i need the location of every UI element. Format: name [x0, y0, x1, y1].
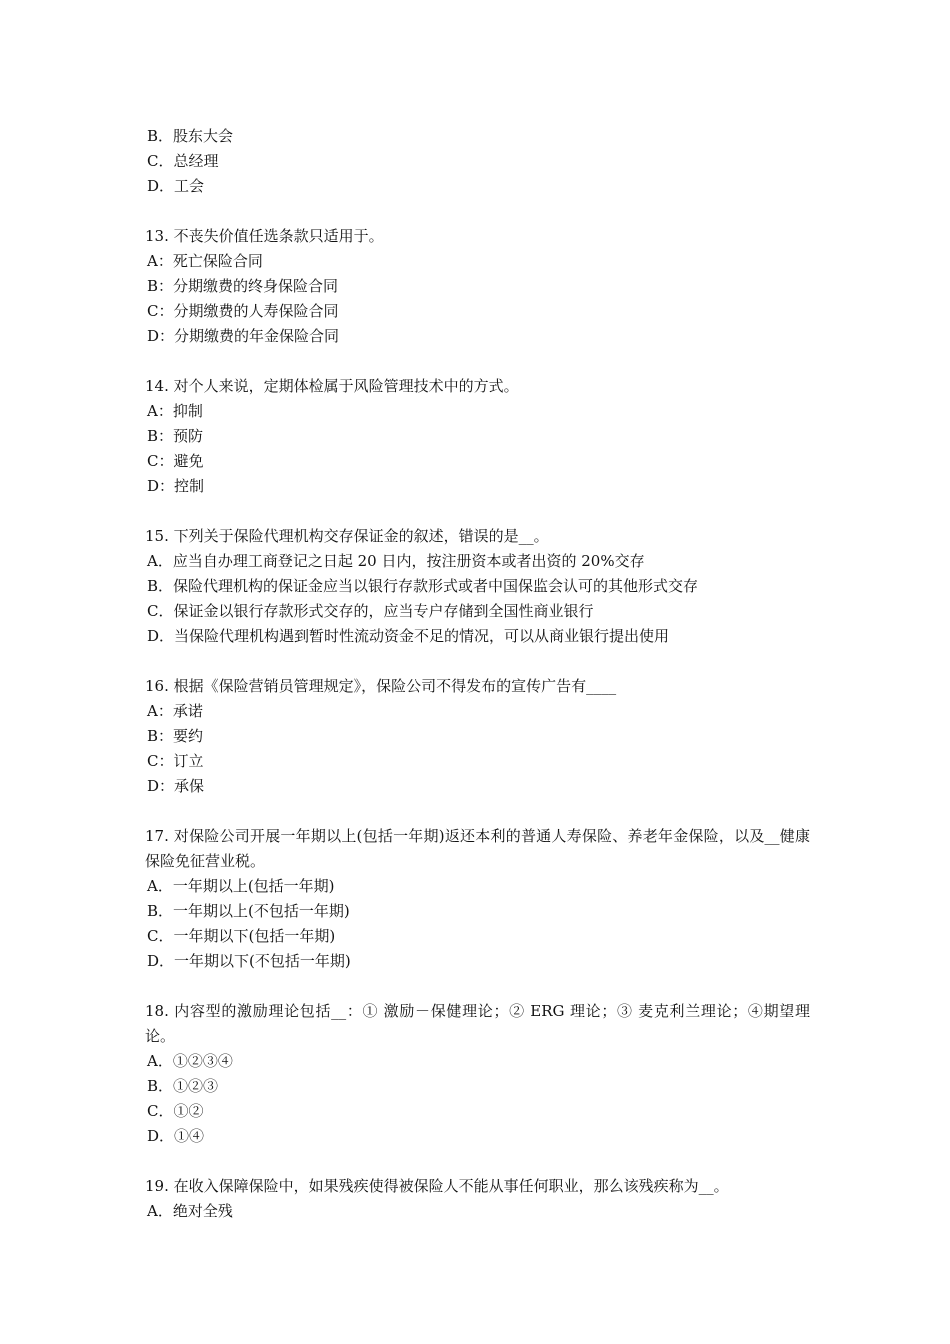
document-content	[145, 124, 810, 1224]
question-13	[145, 224, 810, 349]
option: B．保险代理机构的保证金应当以银行存款形式或者中国保监会认可的其他形式交存	[147, 577, 699, 595]
option: C：分期缴费的人寿保险合同	[147, 302, 339, 320]
question-16	[145, 674, 810, 799]
option: C．①②	[147, 1102, 204, 1120]
question-stem: 15. 下列关于保险代理机构交存保证金的叙述，错误的是__。	[145, 527, 549, 545]
option: A．一年期以上(包括一年期)	[147, 877, 335, 895]
question-stem: 19. 在收入保障保险中，如果残疾使得被保险人不能从事任何职业，那么该残疾称为__。	[145, 1177, 729, 1195]
question-stem: 14. 对个人来说，定期体检属于风险管理技术中的方式。	[145, 377, 519, 395]
question-stem: 18. 内容型的激励理论包括__：① 激励－保健理论；② ERG 理论；③ 麦克利兰理论；④期望理论。	[145, 1002, 810, 1045]
fragment-options	[145, 124, 810, 199]
option: D．一年期以下(不包括一年期)	[147, 952, 351, 970]
option: A：承诺	[147, 702, 203, 720]
option: D：分期缴费的年金保险合同	[147, 327, 340, 345]
option: D：控制	[147, 477, 205, 495]
option: C．保证金以银行存款形式交存的，应当专户存储到全国性商业银行	[147, 602, 594, 620]
question-stem: 17. 对保险公司开展一年期以上(包括一年期)返还本利的普通人寿保险、养老年金保险，以及__健康保险免征营业税。	[145, 827, 810, 870]
option: B：分期缴费的终身保险合同	[147, 277, 339, 295]
question-19	[145, 1174, 810, 1224]
question-15	[145, 524, 810, 649]
option: C．总经理	[147, 152, 219, 170]
question-18	[145, 999, 810, 1149]
option: B．一年期以上(不包括一年期)	[147, 902, 350, 920]
option: A：抑制	[147, 402, 203, 420]
question-14	[145, 374, 810, 499]
option: B：要约	[147, 727, 204, 745]
option: A：死亡保险合同	[147, 252, 263, 270]
option: D．①④	[147, 1127, 205, 1145]
question-stem: 13. 不丧失价值任选条款只适用于。	[145, 227, 384, 245]
question-17	[145, 824, 810, 974]
option: D．工会	[147, 177, 205, 195]
option: A．①②③④	[147, 1052, 233, 1070]
option: B．股东大会	[147, 127, 234, 145]
option: C：避免	[147, 452, 204, 470]
option: B：预防	[147, 427, 204, 445]
question-stem: 16. 根据《保险营销员管理规定》，保险公司不得发布的宣传广告有____	[145, 677, 617, 695]
option: C：订立	[147, 752, 204, 770]
option: C．一年期以下(包括一年期)	[147, 927, 336, 945]
option: A．绝对全残	[147, 1202, 233, 1220]
option: A．应当自办理工商登记之日起 20 日内，按注册资本或者出资的 20%交存	[147, 552, 645, 570]
option: D：承保	[147, 777, 205, 795]
option: B．①②③	[147, 1077, 219, 1095]
option: D．当保险代理机构遇到暂时性流动资金不足的情况，可以从商业银行提出使用	[147, 627, 670, 645]
